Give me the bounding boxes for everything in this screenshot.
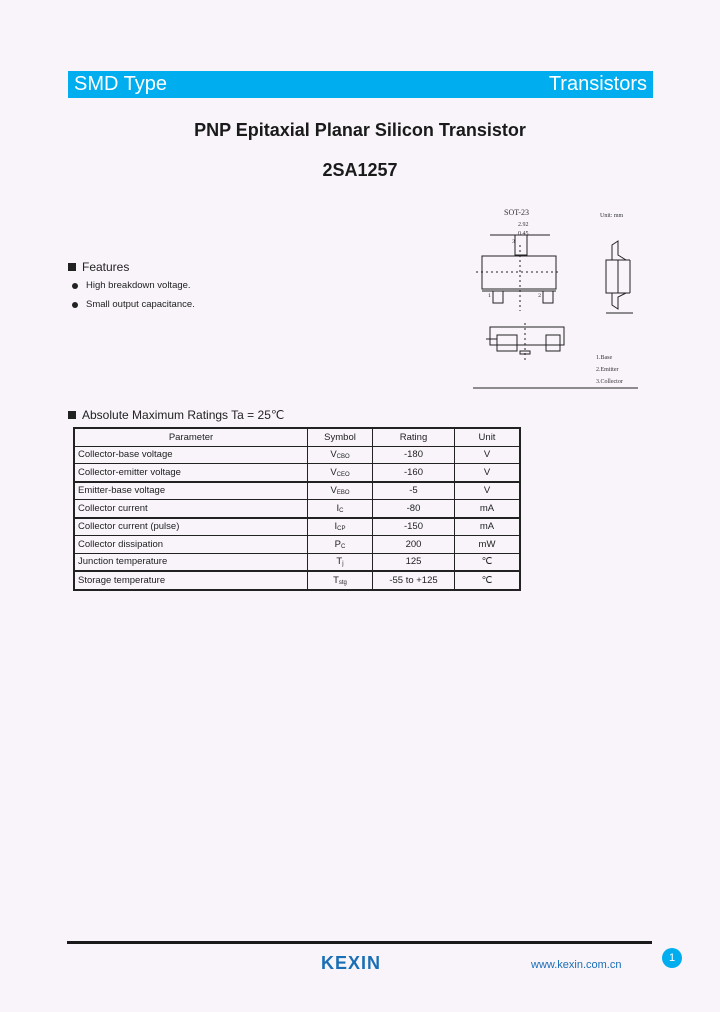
rating-cell: -5: [373, 482, 455, 500]
page-number-badge: 1: [662, 948, 682, 968]
rating-cell: -180: [373, 446, 455, 464]
parameter-cell: Collector dissipation: [74, 536, 308, 554]
parameter-cell: Collector-base voltage: [74, 446, 308, 464]
symbol-cell: $I_C$: [308, 500, 373, 518]
parameter-cell: Collector current: [74, 500, 308, 518]
package-name: SOT-23: [504, 208, 530, 217]
header-banner: [68, 71, 653, 98]
square-bullet-icon: [68, 263, 76, 271]
footer-divider: [67, 941, 652, 944]
unit-label: Unit: mm: [600, 213, 624, 219]
table-row: [74, 500, 520, 518]
rating-cell: 200: [373, 536, 455, 554]
rating-cell: -80: [373, 500, 455, 518]
symbol-cell: $V_{CBO}$: [308, 446, 373, 464]
symbol-cell: $V_{EBO}$: [308, 482, 373, 500]
rating-cell: 125: [373, 553, 455, 571]
absolute-maximum-ratings-table: [73, 427, 521, 591]
column-header: Parameter: [74, 428, 308, 446]
unit-cell: ℃: [455, 571, 521, 590]
dim-label: 0.45: [518, 231, 529, 237]
symbol-cell: $P_C$: [308, 536, 373, 554]
unit-cell: V: [455, 464, 521, 482]
feature-item: [72, 280, 191, 291]
symbol-cell: $V_{CEO}$: [308, 464, 373, 482]
pin-label: 2.Emitter: [596, 367, 619, 373]
parameter-cell: Collector current (pulse): [74, 518, 308, 536]
package-outline-drawing: [468, 205, 643, 393]
table-row: [74, 482, 520, 500]
table-row: [74, 571, 520, 590]
column-header: Rating: [373, 428, 455, 446]
website-link[interactable]: www.kexin.com.cn: [531, 959, 622, 971]
unit-cell: V: [455, 482, 521, 500]
document-title: PNP Epitaxial Planar Silicon Transistor: [194, 120, 526, 140]
feature-text: High breakdown voltage.: [86, 280, 191, 291]
parameter-cell: Storage temperature: [74, 571, 308, 590]
round-bullet-icon: [72, 302, 78, 308]
header-left-label: SMD Type: [74, 73, 167, 95]
table-row: [74, 536, 520, 554]
table-row: [74, 518, 520, 536]
unit-cell: ℃: [455, 553, 521, 571]
ratings-heading-label: Absolute Maximum Ratings Ta = 25℃: [82, 408, 285, 422]
kexin-logo: KEXIN: [321, 953, 382, 973]
sot23-diagram-icon: [468, 205, 643, 393]
table-row: [74, 464, 520, 482]
rating-cell: -160: [373, 464, 455, 482]
unit-cell: mA: [455, 518, 521, 536]
table-row: [74, 553, 520, 571]
rating-cell: -55 to +125: [373, 571, 455, 590]
rating-cell: -150: [373, 518, 455, 536]
parameter-cell: Emitter-base voltage: [74, 482, 308, 500]
table-row: [74, 446, 520, 464]
table-header-row: [74, 428, 520, 446]
unit-cell: mA: [455, 500, 521, 518]
pin-label: 3.Collector: [596, 379, 623, 385]
unit-cell: V: [455, 446, 521, 464]
column-header: Unit: [455, 428, 521, 446]
ratings-heading: [68, 408, 284, 422]
header-right-label: Transistors: [548, 73, 647, 95]
unit-cell: mW: [455, 536, 521, 554]
svg-text:3: 3: [512, 239, 516, 245]
dim-label: 2.92: [518, 222, 529, 228]
symbol-cell: $T_{stg}$: [308, 571, 373, 590]
parameter-cell: Collector-emitter voltage: [74, 464, 308, 482]
round-bullet-icon: [72, 283, 78, 289]
feature-item: [72, 299, 195, 310]
feature-text: Small output capacitance.: [86, 299, 195, 310]
svg-text:2: 2: [538, 293, 542, 299]
symbol-cell: $T_j$: [308, 553, 373, 571]
features-heading: [68, 260, 129, 274]
square-bullet-icon: [68, 411, 76, 419]
symbol-cell: $I_{CP}$: [308, 518, 373, 536]
svg-text:1: 1: [488, 293, 492, 299]
part-number: 2SA1257: [322, 160, 398, 180]
pin-label: 1.Base: [596, 355, 613, 361]
features-heading-label: Features: [82, 260, 130, 274]
parameter-cell: Junction temperature: [74, 553, 308, 571]
column-header: Symbol: [308, 428, 373, 446]
